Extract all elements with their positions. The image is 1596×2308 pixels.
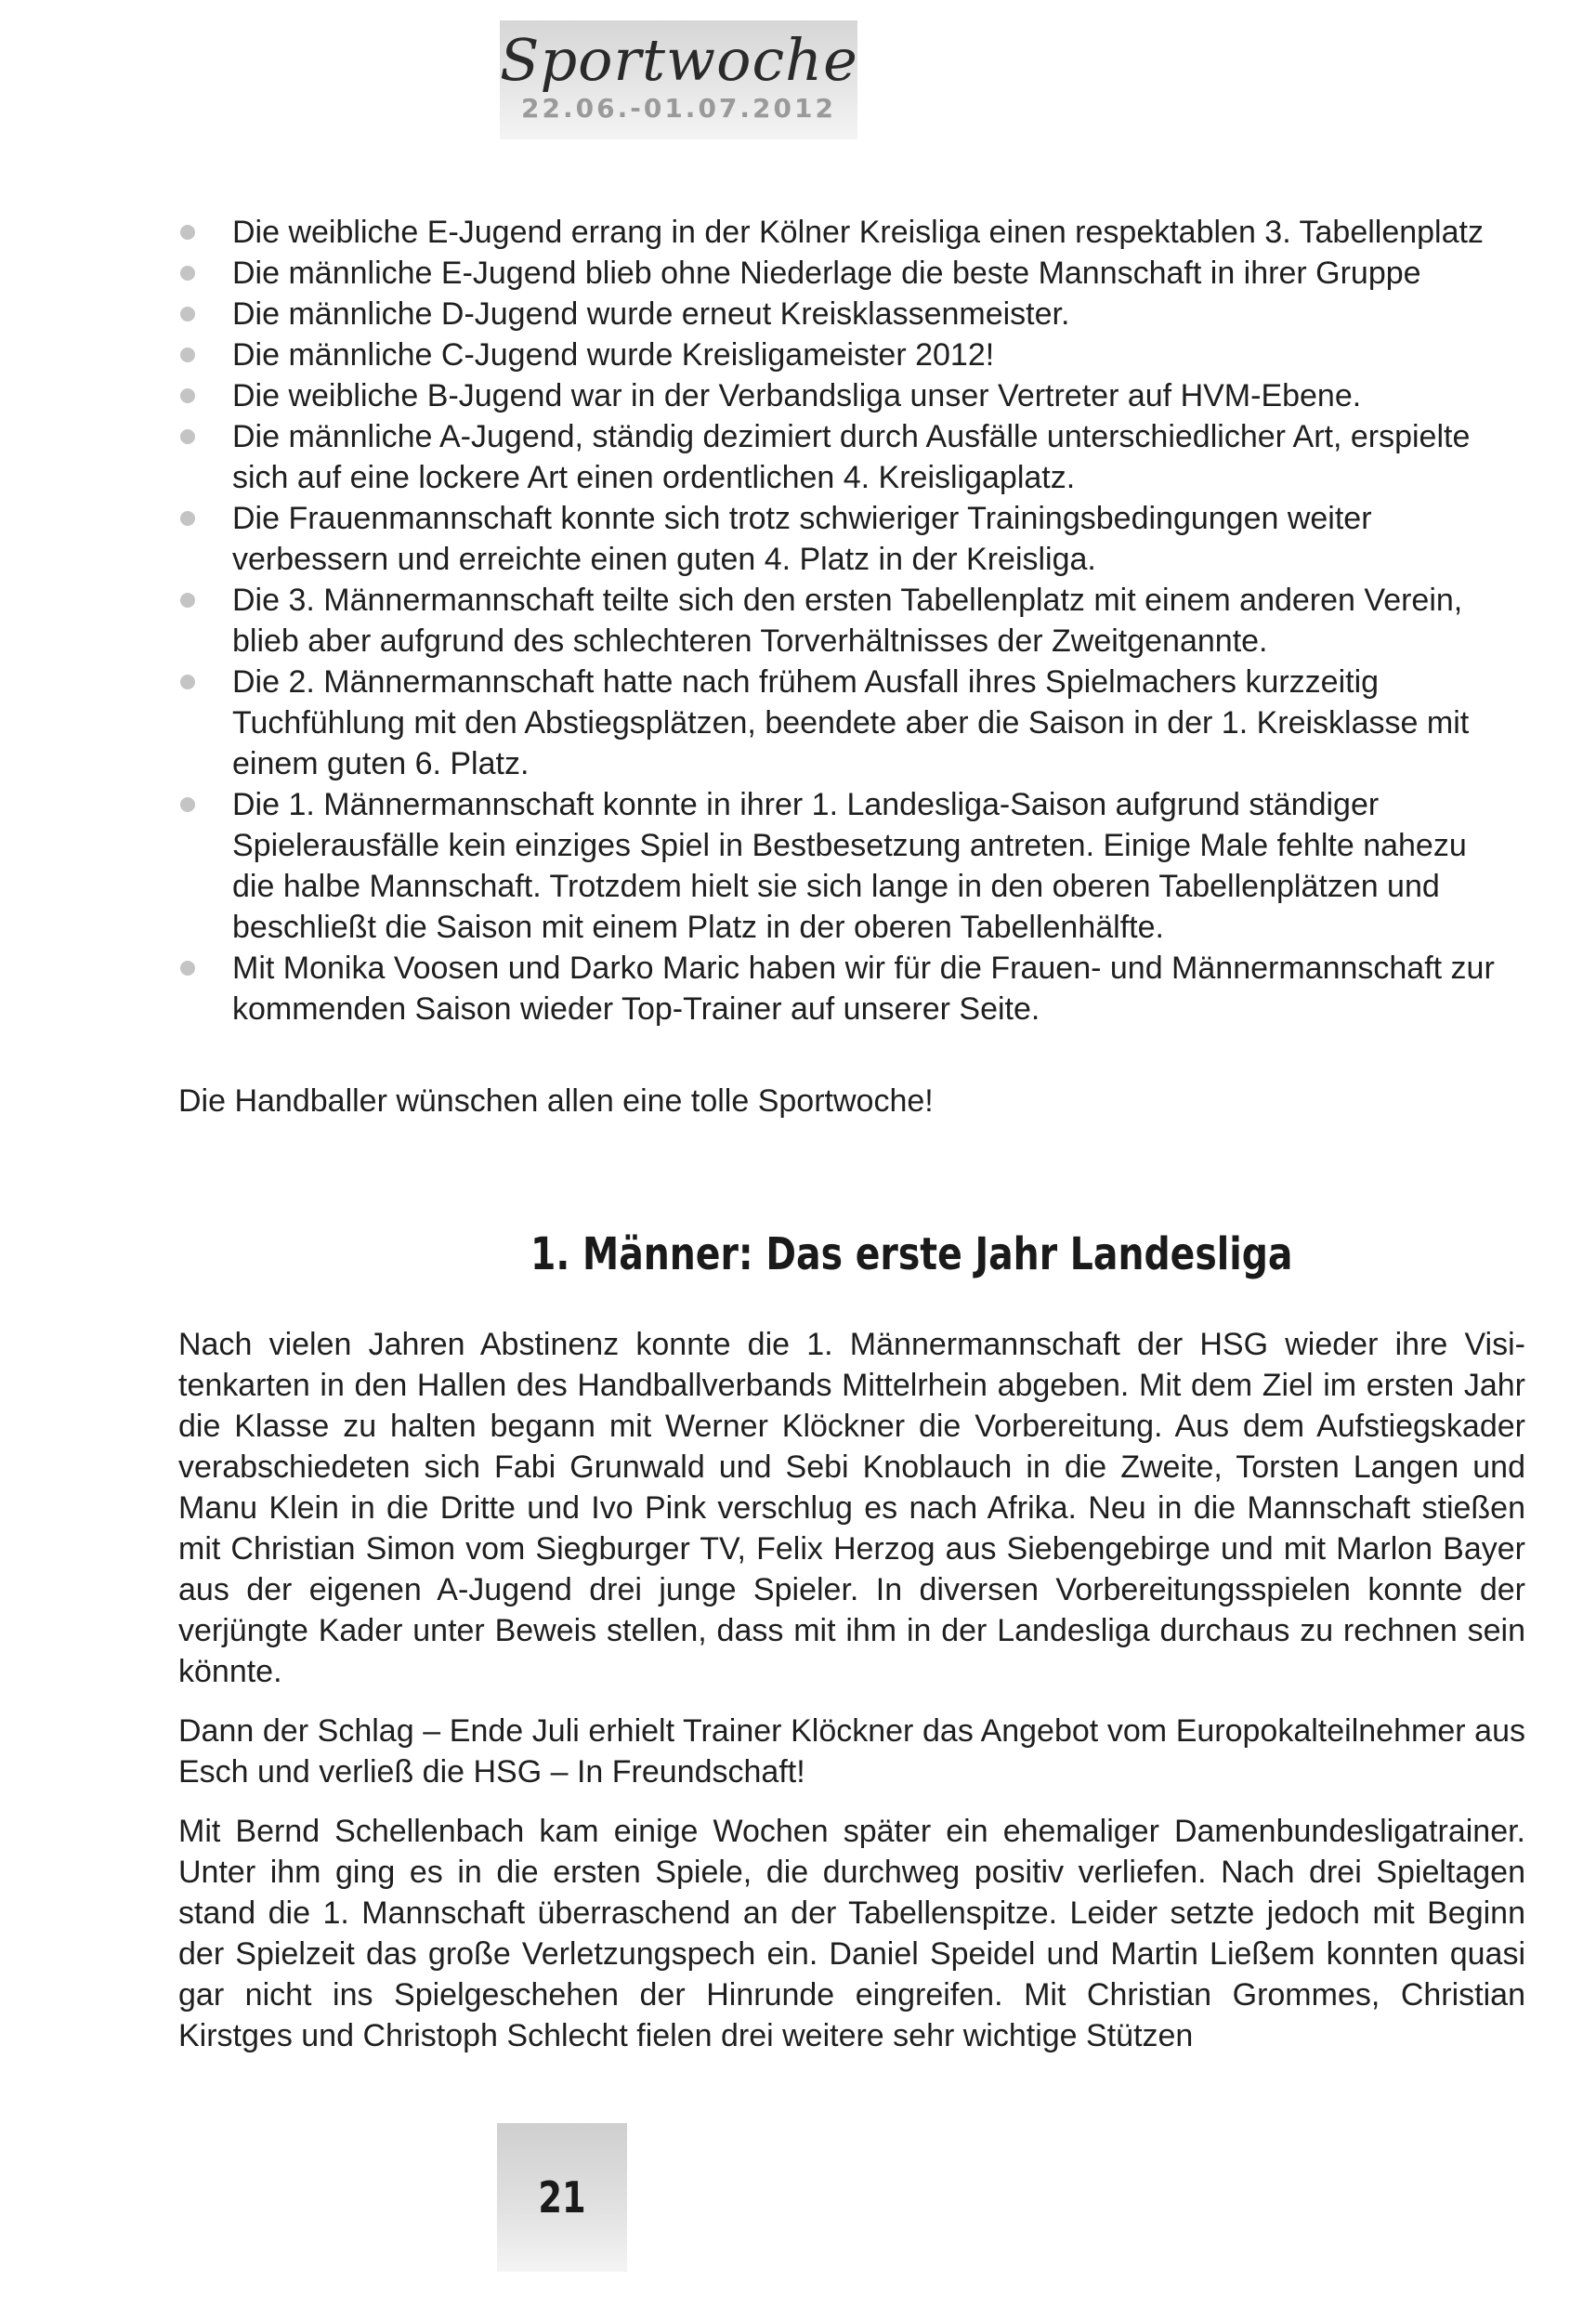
section-heading-text: 1. Männer: Das erste Jahr Landesliga [530, 1228, 1293, 1280]
list-item [178, 253, 1516, 294]
bullet-dot-icon [180, 348, 195, 362]
list-item [178, 212, 1516, 253]
list-item [178, 580, 1516, 662]
list-item [178, 784, 1516, 948]
closing-line: Die Handballer wünschen allen eine tolle Sportwoche! [178, 1083, 934, 1119]
list-item [178, 294, 1516, 334]
list-item-text: Die 1. Männermannschaft konnte in ihrer 1. Landesliga-Saison aufgrund ständiger Spielerausfälle kein einziges Spiel in Bestbesetzung antreten. Einige Male fehlte nahezu die halbe Mannschaft. Trotzdem hielt sie sich lange in den oberen Tabellenplätzen und beschließt die Saison mit einem Platz in der oberen Tabellenhälfte. [232, 787, 1467, 945]
list-item-text: Die männliche E-Jugend blieb ohne Niederlage die beste Mannschaft in ihrer Gruppe [232, 256, 1421, 291]
paragraph: Dann der Schlag – Ende Juli erhielt Trainer Klöckner das Angebot vom Europokalteilnehmer aus Esch und verließ die HSG – In Freundschaft! [178, 1713, 1525, 1790]
list-item-text: Die Frauenmannschaft konnte sich trotz schwieriger Trainingsbedingungen weiter verbessern und erreichte einen guten 4. Platz in der Kreisliga. [232, 501, 1372, 577]
bullet-dot-icon [180, 511, 195, 526]
masthead [500, 20, 857, 139]
bullet-dot-icon [180, 429, 195, 444]
bullet-dot-icon [180, 593, 195, 608]
list-item-text: Die 2. Männermannschaft hatte nach frühem Ausfall ihres Spielmachers kurzzeitig Tuchfühlung mit den Abstiegsplätzen, beendete aber die Saison in der 1. Kreisklasse mit einem guten 6. Platz. [232, 664, 1470, 781]
section-heading [517, 1222, 1354, 1287]
masthead-title: Sportwoche [500, 26, 858, 94]
list-item [178, 948, 1516, 1029]
list-item [178, 662, 1516, 784]
list-item-text: Die männliche A-Jugend, ständig dezimiert durch Ausfälle unterschiedlicher Art, erspielte sich auf eine lockere Art einen ordentlichen 4. Kreisligaplatz. [232, 419, 1471, 495]
list-item-text: Die weibliche B-Jugend war in der Verbandsliga unser Vertreter auf HVM-Ebene. [232, 378, 1362, 413]
achievements-list [178, 212, 1516, 1029]
bullet-dot-icon [180, 225, 195, 240]
page-number-box [497, 2123, 627, 2272]
bullet-dot-icon [180, 388, 195, 403]
list-item-text: Die männliche C-Jugend wurde Kreisligameister 2012! [232, 337, 995, 373]
list-item-text: Mit Monika Voosen und Darko Maric haben wir für die Frauen- und Männermannschaft zur kommenden Saison wieder Top-Trainer auf unserer Seite. [232, 951, 1495, 1027]
list-item [178, 334, 1516, 375]
bullet-dot-icon [180, 961, 195, 976]
page-number: 21 [538, 2172, 586, 2223]
paragraph: Mit Bernd Schellenbach kam einige Wochen später ein ehemaliger Damenbundesligatrainer. Unter ihm ging es in die ersten Spiele, die durchweg positiv verliefen. Nach drei Spieltagen stand die 1. Mannschaft überraschend an der Tabellenspitze. Leider setzte jedoch mit Beginn der Spielzeit das große Verletzungspech ein. Daniel Speidel und Martin Ließem konnten quasi gar nicht ins Spielgeschehen der Hinrunde eingreifen. Mit Christian Grommes, Christian Kirstges und Christoph Schlecht fielen drei weitere sehr wichtige Stützen [178, 1814, 1525, 2053]
bullet-dot-icon [180, 675, 195, 689]
list-item-text: Die weibliche E-Jugend errang in der Kölner Kreisliga einen respektablen 3. Tabellenplatz [232, 215, 1484, 250]
list-item [178, 498, 1516, 580]
list-item-text: Die männliche D-Jugend wurde erneut Kreisklassenmeister. [232, 296, 1070, 332]
masthead-date: 22.06.-01.07.2012 [521, 93, 836, 124]
bullet-dot-icon [180, 797, 195, 812]
list-item [178, 416, 1516, 498]
list-item [178, 375, 1516, 416]
bullet-dot-icon [180, 266, 195, 281]
paragraph: Nach vielen Jahren Abstinenz konnte die 1. Männermannschaft der HSG wieder ihre Visitenkarten in den Hallen des Handballverbands Mittelrhein abgeben. Mit dem Ziel im ersten Jahr die Klasse zu halten begann mit Werner Klöckner die Vorbereitung. Aus dem Aufstiegskader verabschiedeten sich Fabi Grunwald und Sebi Knoblauch in die Zweite, Torsten Langen und Manu Klein in die Dritte und Ivo Pink verschlug es nach Afrika. Neu in die Mannschaft stießen mit Christian Simon vom Siegburger TV, Felix Herzog aus Siebengebirge und mit Marlon Bayer aus der eigenen A-Jugend drei junge Spieler. In diversen Vorbereitungsspielen konnte der verjüngte Kader unter Beweis stellen, dass mit ihm in der Landesliga durchaus zu rechnen sein könnte. [178, 1327, 1525, 1689]
list-item-text: Die 3. Männermannschaft teilte sich den ersten Tabellenplatz mit einem anderen Verein, blieb aber aufgrund des schlechteren Torverhältnisses der Zweitgenannte. [232, 583, 1463, 659]
bullet-dot-icon [180, 307, 195, 321]
article-body [178, 1324, 1525, 2075]
